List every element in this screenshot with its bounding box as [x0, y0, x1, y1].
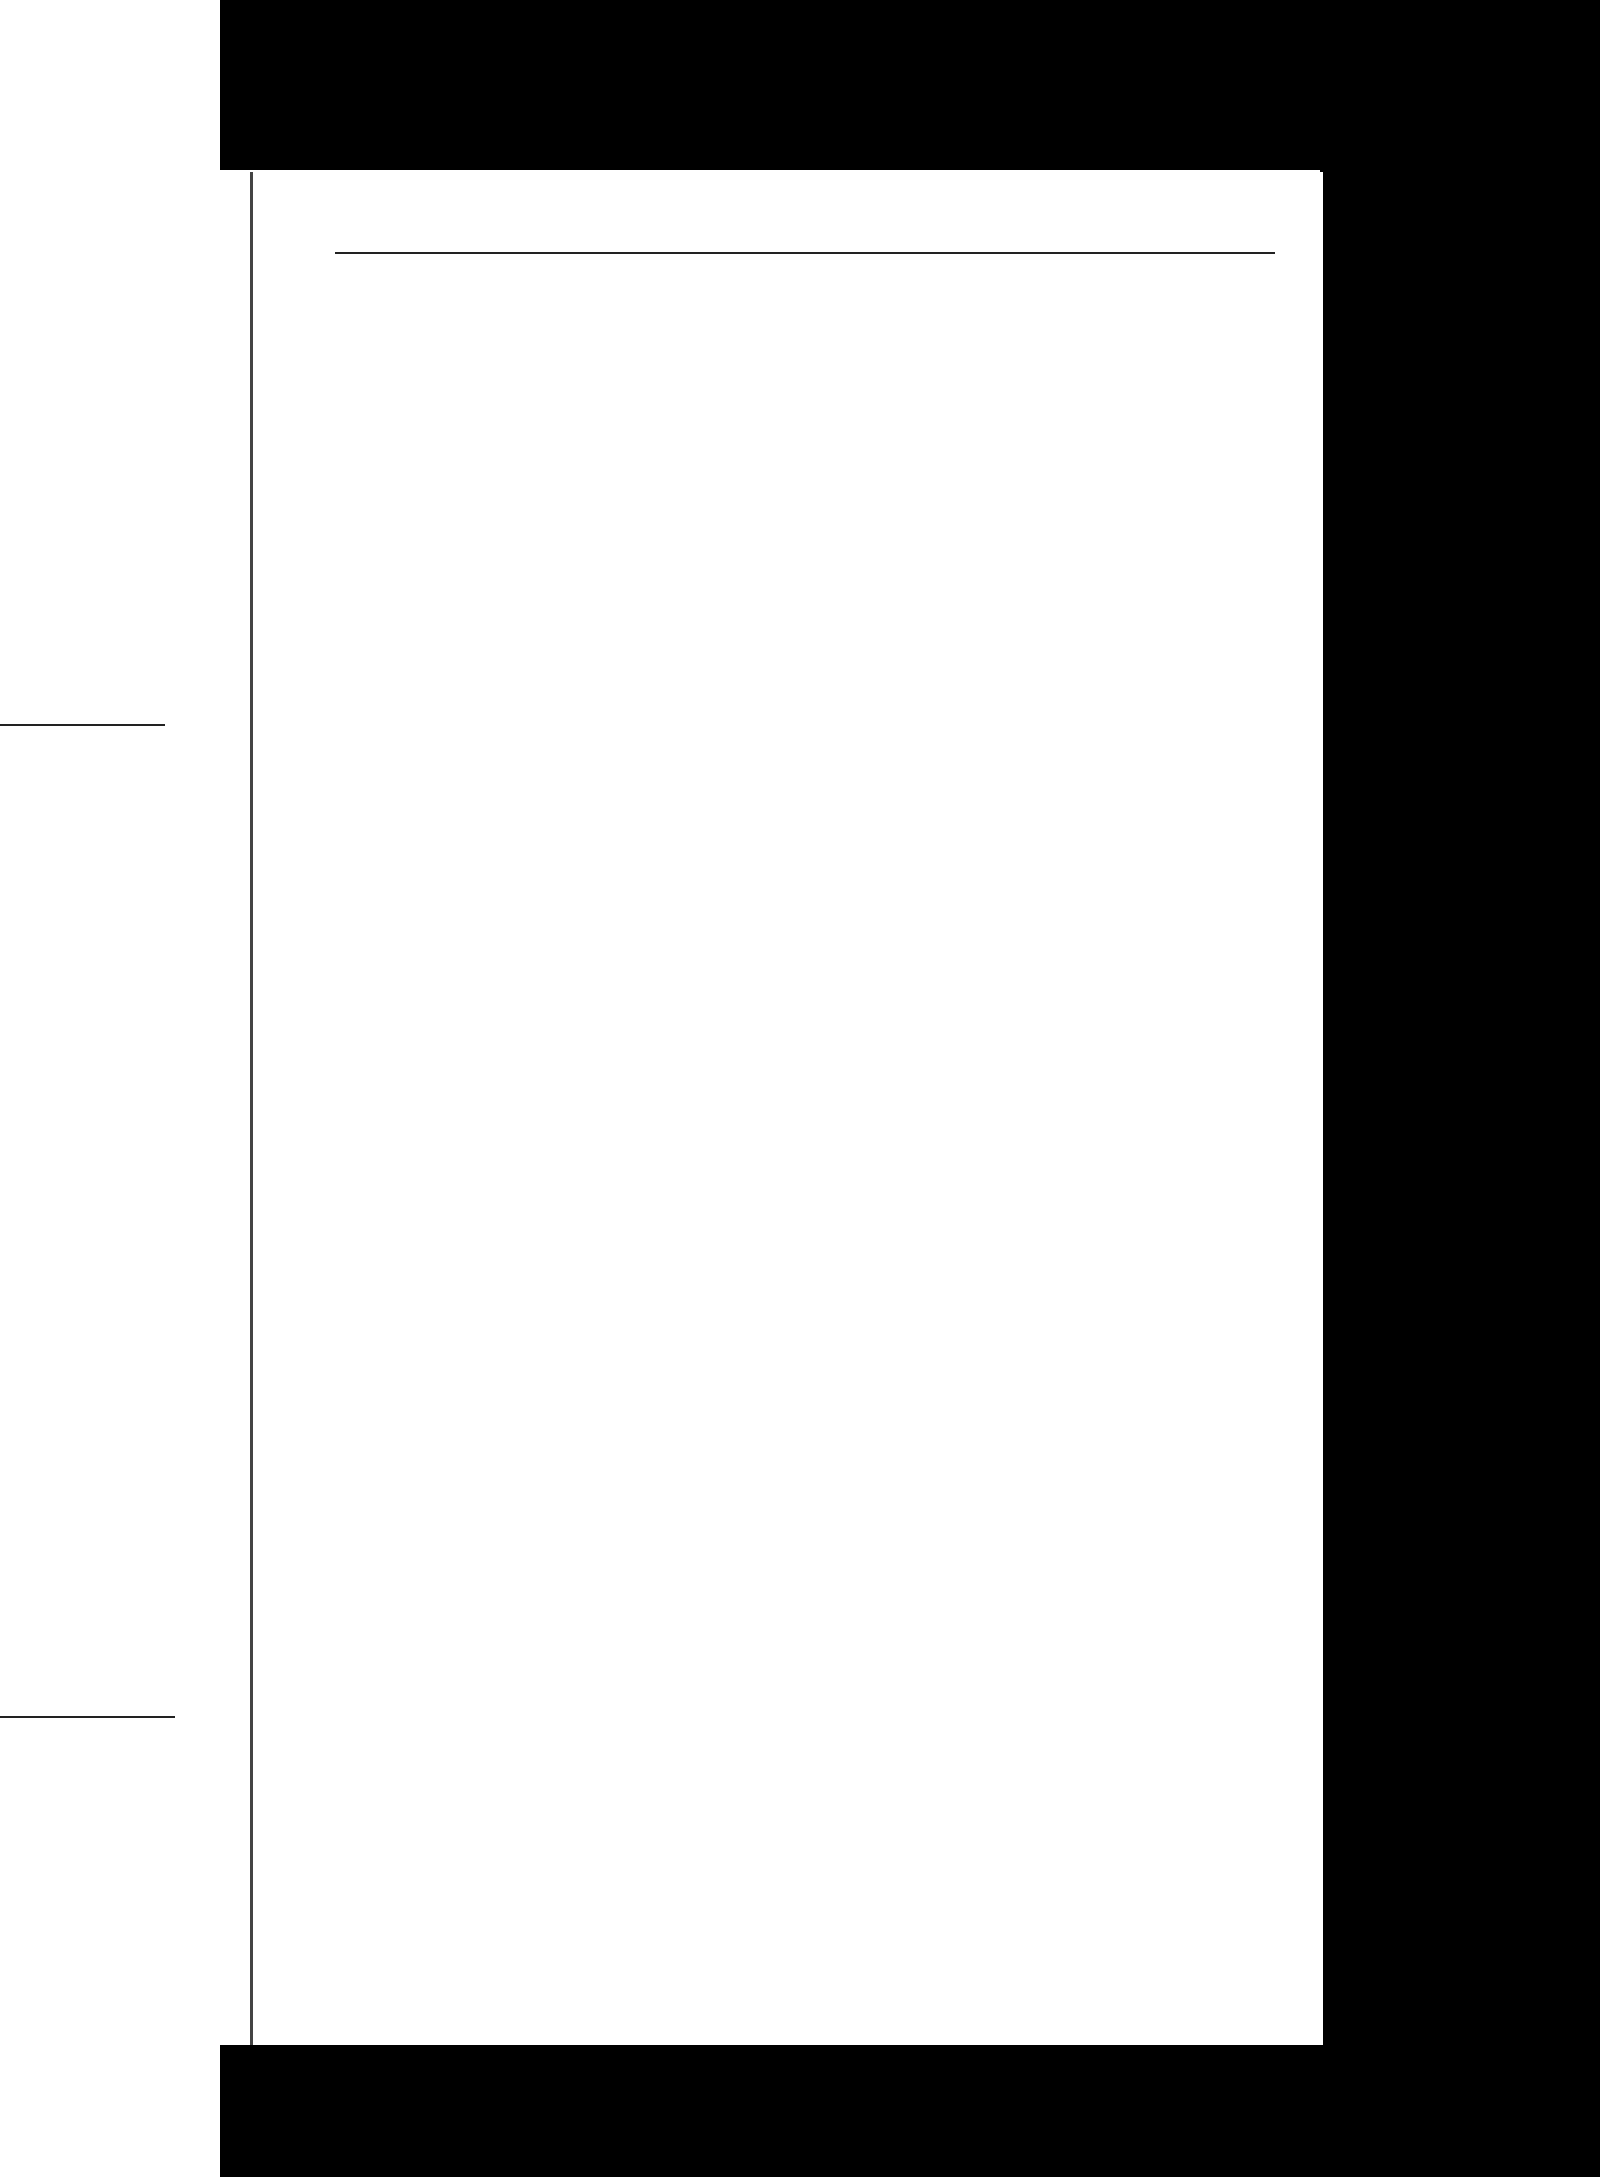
scan-border-bottom: [200, 2045, 1600, 2177]
page-content: [335, 238, 1275, 266]
left-rule: [0, 724, 165, 726]
left-rule: [0, 1716, 175, 1718]
left-page: [0, 0, 220, 2177]
section-divider: [335, 252, 1275, 254]
right-page: [250, 172, 1323, 2045]
scan-border-right: [1320, 0, 1600, 2177]
